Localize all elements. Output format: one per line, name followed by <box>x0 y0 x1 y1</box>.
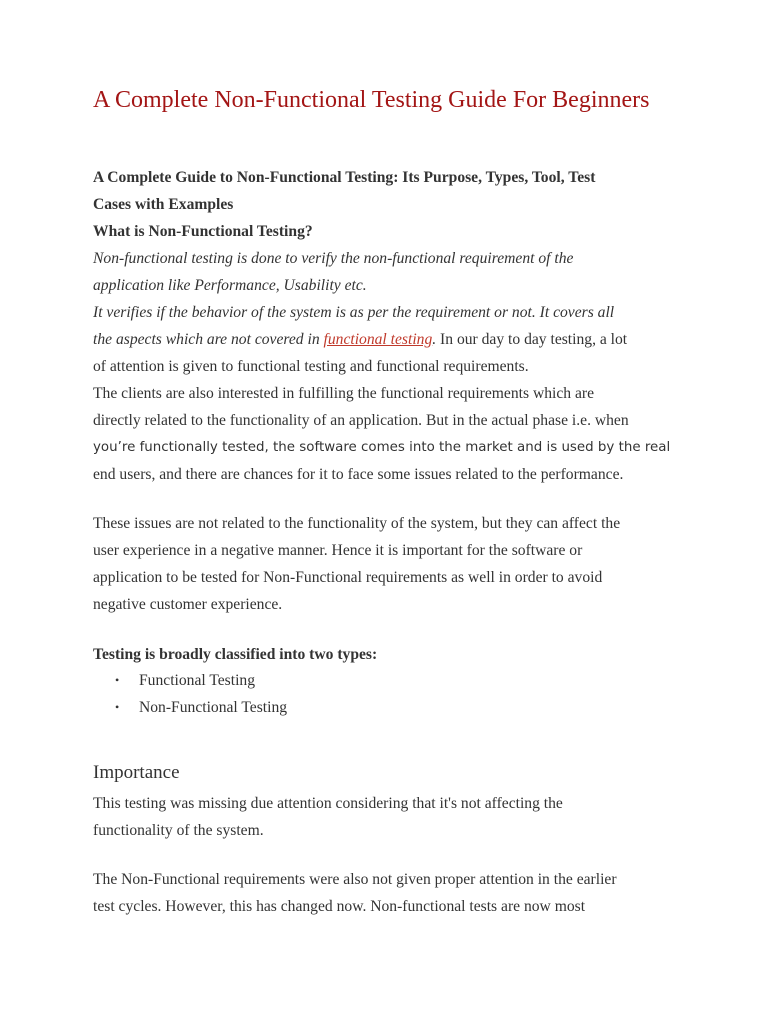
functional-testing-link[interactable]: functional testing <box>323 331 433 348</box>
definition-line: Non-functional testing is done to verify the non-functional requirement of the <box>93 250 574 267</box>
verifies-period: . <box>432 331 437 348</box>
verifies-line: It verifies if the behavior of the system is as per the requirement or not. It covers all <box>93 304 615 321</box>
clients-paragraph <box>93 380 693 488</box>
importance-line: This testing was missing due attention considering that it's not affecting the <box>93 795 563 812</box>
definition-paragraph <box>93 245 693 299</box>
clients-line: you’re functionally tested, the software comes into the market and is used by the real <box>93 440 671 455</box>
importance-line: functionality of the system. <box>93 822 264 839</box>
article-subtitle <box>93 164 693 218</box>
article-title: A Complete Non-Functional Testing Guide For Beginners <box>93 87 650 113</box>
types-heading: Testing is broadly classified into two types: <box>93 646 378 663</box>
bullet-icon: • <box>115 673 120 687</box>
clients-line: end users, and there are chances for it to face some issues related to the performance. <box>93 466 624 483</box>
clients-line: The clients are also interested in fulfilling the functional requirements which are <box>93 385 594 402</box>
verifies-text: the aspects which are not covered in <box>93 331 324 348</box>
verifies-paragraph <box>93 299 693 380</box>
importance-heading: Importance <box>93 762 180 783</box>
issues-line: negative customer experience. <box>93 596 283 613</box>
definition-line: application like Performance, Usability etc. <box>93 277 367 294</box>
list-item-label: Functional Testing <box>139 672 256 689</box>
subtitle-line: A Complete Guide to Non-Functional Testing: Its Purpose, Types, Tool, Test <box>93 169 596 186</box>
subtitle-line: Cases with Examples <box>93 196 234 213</box>
importance-paragraph <box>93 790 693 844</box>
list-item <box>93 667 287 694</box>
what-is-heading: What is Non-Functional Testing? <box>93 223 313 240</box>
nfr-line: The Non-Functional requirements were also not given proper attention in the earlier <box>93 871 617 888</box>
nfr-line: test cycles. However, this has changed now. Non-functional tests are now most <box>93 898 586 915</box>
issues-line: These issues are not related to the functionality of the system, but they can affect the <box>93 515 621 532</box>
verifies-line <box>93 326 693 353</box>
issues-paragraph <box>93 510 693 618</box>
types-list <box>93 667 287 721</box>
issues-line: user experience in a negative manner. Hence it is important for the software or <box>93 542 583 559</box>
list-item <box>93 694 287 721</box>
verifies-text: In our day to day testing, a lot <box>436 331 628 348</box>
clients-line: directly related to the functionality of an application. But in the actual phase i.e. when <box>93 412 629 429</box>
list-item-label: Non-Functional Testing <box>139 699 288 716</box>
bullet-icon: • <box>115 700 120 714</box>
issues-line: application to be tested for Non-Functional requirements as well in order to avoid <box>93 569 603 586</box>
verifies-line: of attention is given to functional testing and functional requirements. <box>93 358 529 375</box>
nfr-paragraph <box>93 866 693 920</box>
